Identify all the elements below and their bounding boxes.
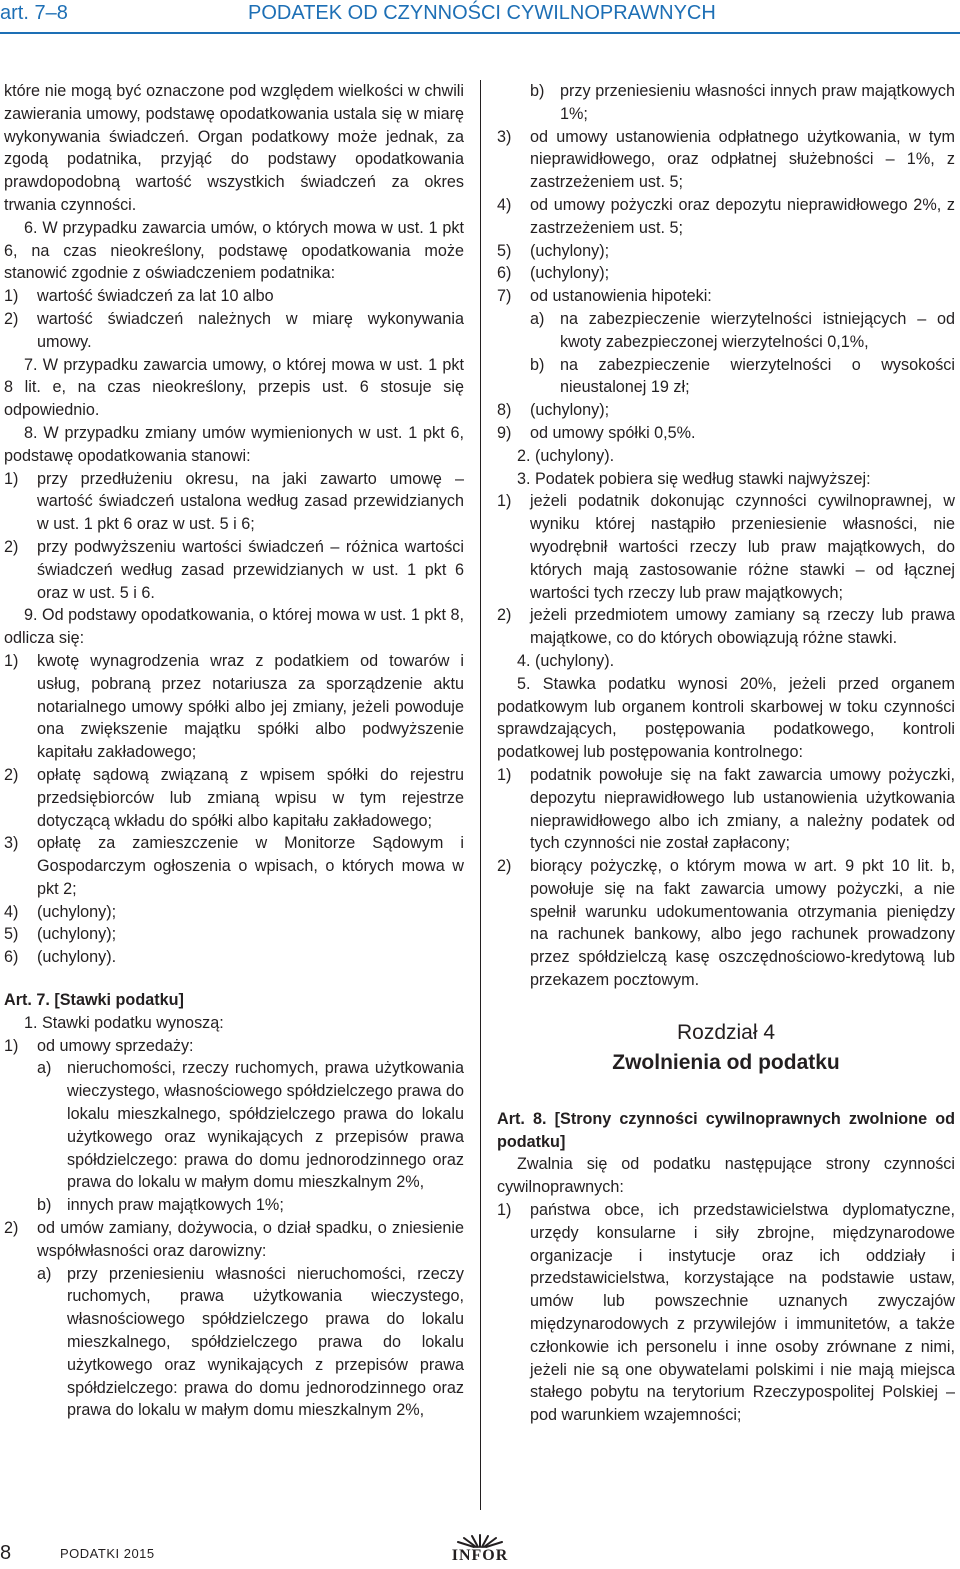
list-item — [497, 1199, 955, 1427]
list-item-number: 8) — [497, 401, 512, 420]
list-item-text: (uchylony); — [530, 264, 610, 283]
list-item-number: 1) — [4, 469, 19, 488]
sub-list-item — [37, 1263, 464, 1423]
sub-list-item — [530, 308, 955, 354]
list-ust-9 — [4, 650, 464, 969]
list-item-number: 7) — [497, 287, 512, 306]
list-item — [497, 422, 955, 445]
sub-item-text: na zabezpieczenie wierzytelności istniejących – od kwoty zabezpieczonej wierzytelności 0,1%, — [560, 309, 955, 351]
publisher-logo — [432, 1534, 528, 1566]
list-item-text: od umowy pożyczki oraz depozytu nieprawidłowego 2%, z zastrzeżeniem ust. 5; — [530, 195, 955, 237]
left-column — [4, 80, 464, 1422]
sub-item-text: przy przeniesieniu własności innych praw majątkowych 1%; — [560, 82, 955, 123]
list-item — [497, 126, 955, 194]
list-item-text: (uchylony). — [37, 948, 117, 967]
list-item-text: od umowy sprzedaży: — [37, 1036, 194, 1055]
list-item — [4, 1035, 464, 1058]
article-7-paragraph-1: 1. Stawki podatku wynoszą: — [24, 1013, 224, 1032]
list-item-text: (uchylony); — [530, 401, 610, 420]
sub-list-item — [530, 354, 955, 400]
list-item-text: państwa obce, ich przedstawicielstwa dyplomatyczne, urzędy konsularne i siły zbrojne, międzynarodowe organizacje i instytucje oraz ich oddziały i przedstawicielstwa, korzystające na podstawie ustaw, umów lub powszechnie uznanych zwyczajów międzynarodowych z przywilejów i immunitetów, a także członkowie ich personelu i inne osoby zrównane z nimi, jeżeli nie są one obywatelami polskimi i nie mają miejsca stałego pobytu na terytorium Rzeczypospolitej Polskiej – pod warunkiem wzajemności; — [530, 1201, 955, 1425]
article-8-heading: Art. 8. [Strony czynności cywilnoprawnych zwolnione od podatku] — [497, 1109, 955, 1151]
list-item — [497, 240, 955, 263]
list-item-text: opłatę za zamieszczenie w Monitorze Sądowym i Gospodarczym ogłoszenia o wpisach, o których mowa w pkt 2; — [37, 834, 464, 898]
list-item — [4, 285, 464, 308]
page-number: 8 — [0, 1542, 12, 1564]
list-item-number: 6) — [497, 264, 512, 283]
article-7-heading: Art. 7. [Stawki podatku] — [4, 991, 184, 1010]
sub-item-letter: b) — [37, 1196, 52, 1215]
list-item-text: podatnik powołuje się na fakt zawarcia umowy pożyczki, depozytu nieprawidłowego lub ustanowienia użytkowania nieprawidłowego albo ich zmiany, a należny podatek od tych czynności nie został zapłacony; — [530, 765, 955, 853]
column-divider — [480, 80, 481, 1510]
list-item — [4, 946, 464, 969]
list-item — [497, 399, 955, 422]
list-item-number: 4) — [497, 195, 512, 214]
list-item-number: 2) — [4, 309, 19, 328]
list-item-number: 9) — [497, 423, 512, 442]
header-title: PODATEK OD CZYNNOŚCI CYWILNOPRAWNYCH — [248, 2, 716, 24]
list-item-text: jeżeli podatnik dokonując czynności cywilnoprawnej, w wyniku której nastąpiło przeniesienie własności, nie wyodrębnił wartości rzeczy lub praw majątkowych, do których mają zastosowanie różne stawki – od łącznej wartości tych rzeczy lub praw majątkowych; — [530, 492, 955, 602]
list-item-text: przy przedłużeniu okresu, na jaki zawarto umowę – wartość świadczeń ustalona według zasad przewidzianych w ust. 1 pkt 6 oraz w ust. 5 i 6; — [37, 469, 464, 534]
chapter-title: Zwolnienia od podatku — [612, 1050, 840, 1074]
list-item — [4, 536, 464, 604]
chapter-number: Rozdział 4 — [676, 1020, 776, 1044]
list-ust-6 — [4, 285, 464, 353]
list-item-number: 6) — [4, 948, 19, 967]
paragraph-ust-9: 9. Od podstawy opodatkowania, o której mowa w ust. 1 pkt 8, odlicza się: — [4, 606, 464, 648]
list-item-text: (uchylony); — [37, 925, 117, 944]
sub-list-item — [530, 80, 955, 126]
list-item-number: 1) — [497, 765, 512, 784]
sub-item-letter: a) — [37, 1264, 52, 1283]
right-column — [497, 80, 955, 1427]
list-item — [497, 764, 955, 855]
list-item — [497, 262, 955, 285]
list-item — [4, 832, 464, 900]
list-item — [4, 468, 464, 536]
logo-crown-icon — [432, 1534, 528, 1548]
list-item — [497, 490, 955, 604]
list-ust-8 — [4, 468, 464, 605]
list-item-number: 5) — [4, 925, 19, 944]
list-item — [4, 764, 464, 832]
paragraph-ust-3: 3. Podatek pobiera się według stawki najwyższej: — [517, 469, 871, 488]
header-article-range: art. 7–8 — [0, 2, 68, 24]
list-item-text: biorący pożyczkę, o którym mowa w art. 9 pkt 10 lit. b, powołuje się na fakt zawarcia umowy pożyczki, a nie spełnił warunku udokumentowania otrzymania pieniędzy na rachunek bankowy, albo jego rachunek prowadzony przez spółdzielczą kasę oszczędnościowo-kredytową lub przekazem pocztowym. — [530, 857, 955, 990]
paragraph-ust-5: 5. Stawka podatku wynosi 20%, jeżeli przed organem podatkowym lub organem kontroli skarbowej w toku czynności sprawdzających, postępowania podatkowego, kontroli podatkowej lub postępowania kontrolnego: — [497, 674, 955, 762]
list-item-text: jeżeli przedmiotem umowy zamiany są rzeczy lub prawa majątkowe, co do których obowiązują różne stawki. — [530, 606, 955, 648]
list-item-text: opłatę sądową związaną z wpisem spółki do rejestru przedsiębiorców lub zmianą wpisu w tym rejestrze dotyczącą wkładu do spółki albo kapitału zakładowego; — [37, 765, 464, 830]
list-item-text: (uchylony); — [530, 241, 610, 260]
list-item-text: wartość świadczeń za lat 10 albo — [37, 287, 274, 306]
sub-item-text: nieruchomości, rzeczy ruchomych, prawa użytkowania wieczystego, własnościowego spółdzielczego prawa do lokalu mieszkalnego, spółdzielczego prawa do lokalu użytkowego oraz wynikających z przepisów prawa spółdzielczego: prawa do domu jednorodzinnego oraz prawa do lokalu w małym domu mieszkalnym 2%, — [67, 1059, 464, 1192]
publication-name: PODATKI 2015 — [60, 1546, 155, 1561]
list-item — [497, 855, 955, 992]
list-item-text: kwotę wynagrodzenia wraz z podatkiem od towarów i usług, pobraną przez notariusza za sporządzenie aktu notarialnego umowy spółki albo jej zmiany, jeżeli powoduje ona zwiększenie majątku spółki albo podwyższenie kapitału zakładowego; — [37, 651, 464, 762]
list-item — [497, 285, 955, 308]
list-item-number: 4) — [4, 902, 19, 921]
list-item-text: od ustanowienia hipoteki: — [530, 287, 712, 306]
list-item — [4, 1217, 464, 1263]
list-item — [497, 604, 955, 650]
list-item-number: 3) — [4, 834, 19, 853]
list-item-text: od umowy ustanowienia odpłatnego użytkowania, w tym nieprawidłowego, oraz odpłatnej służebności – 1%, z zastrzeżeniem ust. 5; — [530, 127, 955, 192]
sub-item-letter: a) — [37, 1059, 52, 1078]
list-item-number: 1) — [4, 287, 19, 306]
list-item-text: przy podwyższeniu wartości świadczeń – różnica wartości świadczeń według zasad przewidzianych w ust. 1 pkt 6 oraz w ust. 5 i 6. — [37, 537, 464, 602]
list-item-number: 1) — [4, 651, 19, 670]
list-item-number: 2) — [4, 537, 19, 556]
paragraph-ust-4: 4. (uchylony). — [517, 651, 615, 670]
list-item — [4, 308, 464, 354]
sub-list-item — [37, 1057, 464, 1194]
list-item — [4, 650, 464, 764]
header-rule — [0, 32, 960, 34]
list-item-number: 1) — [497, 1201, 512, 1220]
list-item-number: 1) — [497, 492, 512, 511]
paragraph-continued: które nie mogą być oznaczone pod względem wielkości w chwili zawierania umowy, podstawę opodatkowania ustala się w miarę wykonywania świadczeń. Organ podatkowy może jednak, za zgodą podatnika, przyjąć do podstawy opodatkowania prawdopodobną wartość wszystkich świadczeń za okres trwania czynności. — [4, 82, 464, 214]
sub-item-letter: a) — [530, 309, 545, 328]
sub-item-letter: b) — [530, 82, 545, 100]
list-item-text: od umowy spółki 0,5%. — [530, 423, 696, 442]
sub-item-text: na zabezpieczenie wierzytelności o wysokości nieustalonej 19 zł; — [560, 355, 955, 397]
paragraph-ust-8: 8. W przypadku zmiany umów wymienionych w ust. 1 pkt 6, podstawę opodatkowania stanowi: — [4, 423, 464, 465]
chapter-heading — [497, 1018, 955, 1078]
list-item — [4, 901, 464, 924]
logo-wordmark: INFOR — [451, 1547, 509, 1564]
list-item-number: 2) — [4, 1219, 19, 1238]
sub-item-letter: b) — [530, 355, 545, 374]
sub-item-text: przy przeniesieniu własności nieruchomości, rzeczy ruchomych, prawa użytkowania wieczystego, własnościowego spółdzielczego prawa do lokalu mieszkalnego, spółdzielczego prawa do lokalu użytkowego oraz wynikających z przepisów prawa spółdzielczego: prawa do domu jednorodzinnego oraz prawa do lokalu w małym domu mieszkalnym 2%, — [67, 1264, 464, 1420]
paragraph-ust-6: 6. W przypadku zawarcia umów, o których mowa w ust. 1 pkt 6, na czas nieokreślony, podstawę opodatkowania może stanowić zgodnie z oświadczeniem podatnika: — [4, 218, 464, 283]
list-item — [4, 923, 464, 946]
list-item-text: (uchylony); — [37, 902, 117, 921]
list-item-text: od umów zamiany, dożywocia, o dział spadku, o zniesienie współwłasności oraz darowizny: — [37, 1219, 464, 1260]
list-item-number: 3) — [497, 127, 512, 146]
list-item-number: 2) — [497, 606, 512, 625]
list-item-number: 1) — [4, 1036, 19, 1055]
paragraph-ust-7: 7. W przypadku zawarcia umowy, o której mowa w ust. 1 pkt 8 lit. e, na czas nieokreślony, przepis ust. 6 stosuje się odpowiednio. — [4, 355, 464, 420]
page-footer — [0, 1532, 960, 1569]
paragraph-ust-2: 2. (uchylony). — [517, 446, 615, 465]
list-item-number: 5) — [497, 241, 512, 260]
sub-item-text: innych praw majątkowych 1%; — [67, 1196, 284, 1215]
list-item-number: 2) — [4, 765, 19, 784]
article-8-paragraph: Zwalnia się od podatku następujące strony czynności cywilnoprawnych: — [497, 1155, 955, 1197]
page-header — [0, 0, 960, 34]
list-item-number: 2) — [497, 857, 512, 876]
sub-list-item — [37, 1194, 464, 1217]
list-item — [497, 194, 955, 240]
list-item-text: wartość świadczeń należnych w miarę wykonywania umowy. — [37, 309, 464, 351]
